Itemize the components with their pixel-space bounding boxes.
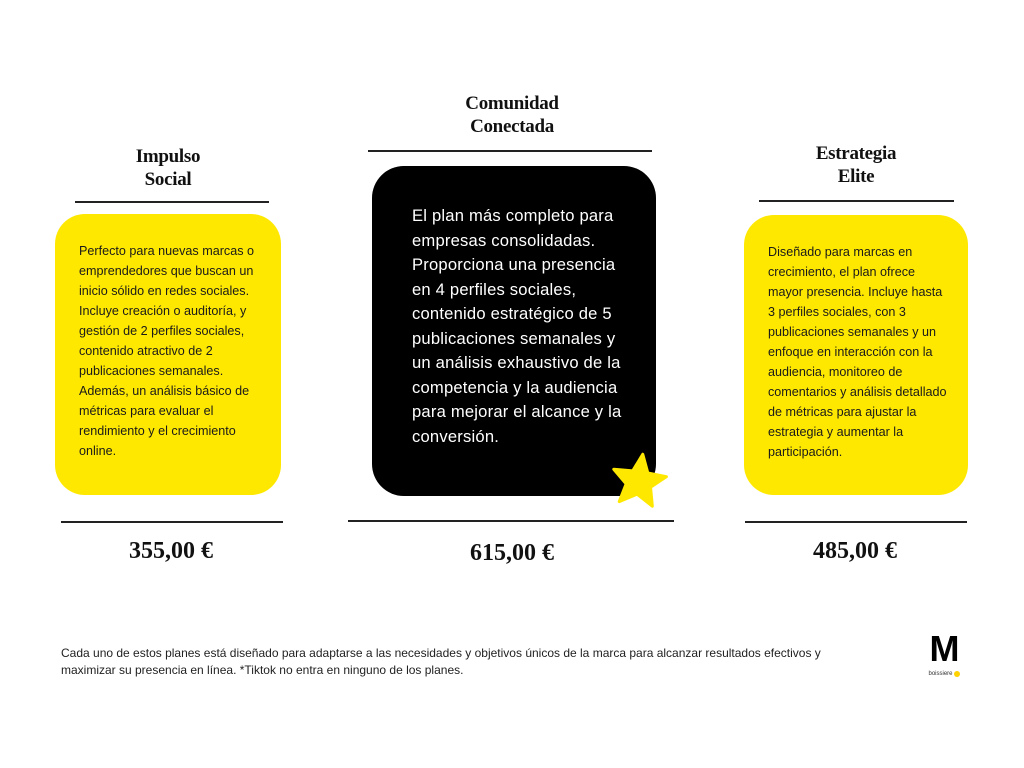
logo-letter: M — [929, 628, 959, 669]
plan-price-comunidad-conectada: 615,00 € — [470, 540, 554, 566]
plan-description: Perfecto para nuevas marcas o emprendedores que buscan un inicio sólido en redes sociales. Incluye creación o auditoría, y gestión de 2 perfiles sociales, contenido atractivo de 2 publicaciones semanales. Además, un análisis básico de métricas para evaluar el rendimiento y el crecimiento online. — [79, 244, 255, 458]
plan-description: El plan más completo para empresas consolidadas. Proporciona una presencia en 4 perfiles sociales, contenido estratégico de 5 publicaciones semanales y un análisis exhaustivo de la competencia y la audiencia para mejorar el alcance y la conversión. — [412, 206, 622, 446]
plan-card-estrategia-elite — [744, 215, 968, 495]
footnote: Cada uno de estos planes está diseñado para adaptarse a las necesidades y objetivos únicos de la marca para alcanzar resultados efectivos y maximizar su presencia en línea. *Tiktok no entra en ninguno de los planes. — [61, 646, 821, 677]
divider-bottom — [745, 521, 967, 523]
star-icon — [608, 450, 670, 512]
plan-description: Diseñado para marcas en crecimiento, el plan ofrece mayor presencia. Incluye hasta 3 perfiles sociales, con 3 publicaciones semanales y un enfoque en interacción con la audiencia, monitoreo de comentarios y análisis detallado de métricas para ajustar la estrategia y aumentar la participación. — [768, 245, 947, 459]
logo-subtext: boissiere — [928, 670, 953, 677]
divider-bottom — [61, 521, 283, 523]
brand-logo — [922, 628, 966, 677]
logo-dot-icon — [954, 671, 960, 677]
plan-card-impulso-social — [55, 214, 281, 495]
plan-title-estrategia-elite: Estrategia Elite — [815, 143, 897, 187]
plan-title-impulso-social: Impulso Social — [135, 146, 201, 190]
plan-price-impulso-social: 355,00 € — [129, 538, 213, 564]
plan-title-comunidad-conectada: Comunidad Conectada — [465, 93, 559, 137]
divider-top — [368, 150, 652, 152]
divider-top — [75, 201, 269, 203]
divider-bottom — [348, 520, 674, 522]
plan-price-estrategia-elite: 485,00 € — [813, 538, 897, 564]
plan-card-comunidad-conectada — [372, 166, 656, 496]
divider-top — [759, 200, 954, 202]
